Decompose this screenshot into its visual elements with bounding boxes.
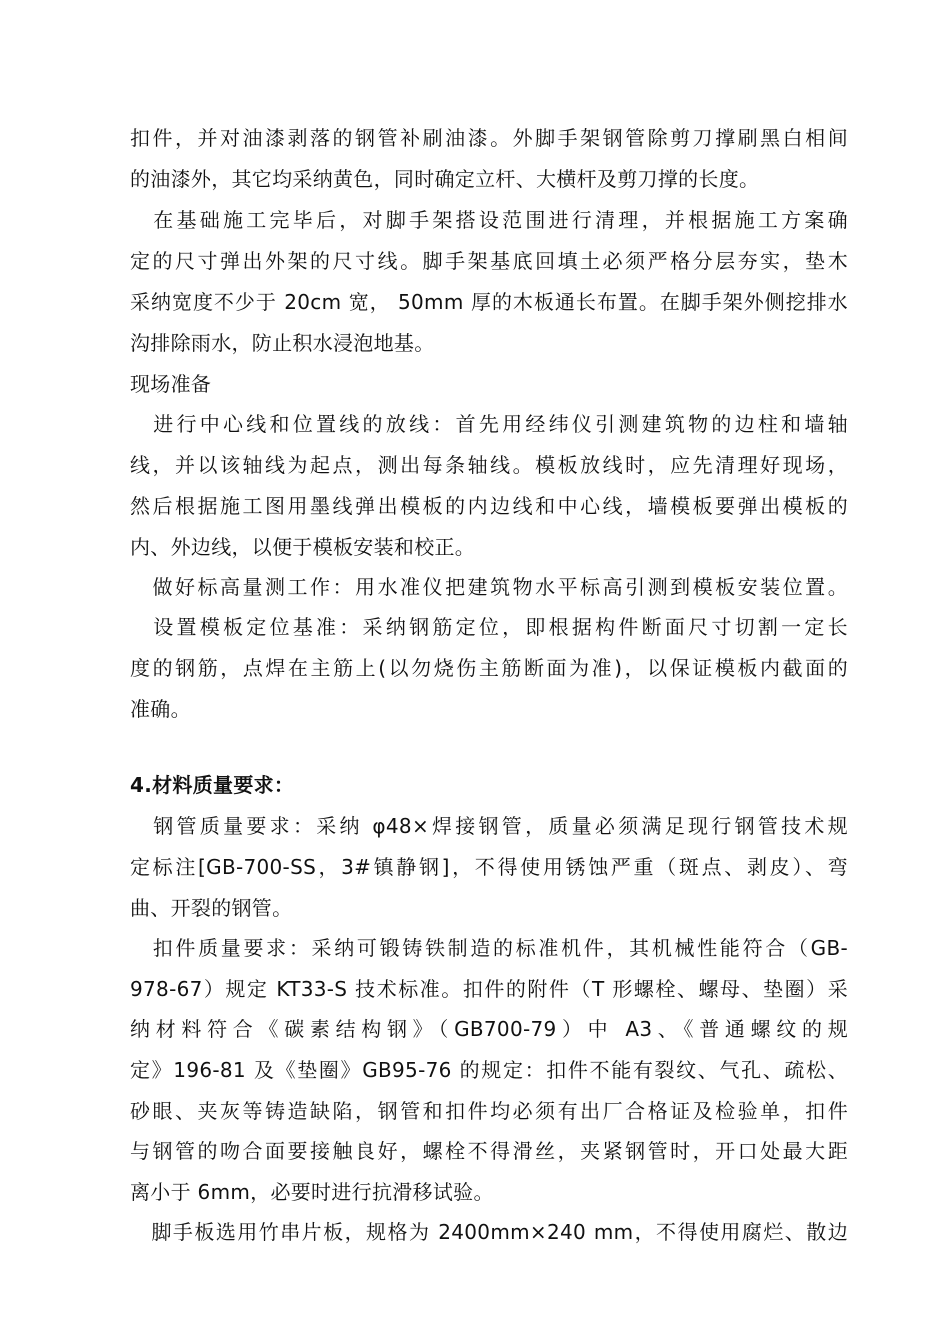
text-line: 砂眼、夹灰等铸造缺陷，钢管和扣件均必须有出厂合格证及检验单，扣件	[130, 1099, 848, 1123]
text-line: 定标注[GB-700-SS，3#镇静钢]，不得使用锈蚀严重（斑点、剥皮）、弯	[130, 855, 848, 879]
text-line: 定》196-81 及《垫圈》GB95-76 的规定：扣件不能有裂纹、气孔、疏松、	[130, 1058, 848, 1082]
section-heading: 4.材料质量要求：	[130, 773, 295, 797]
text-line: 度的钢筋，点焊在主筋上(以勿烧伤主筋断面为准)，以保证模板内截面的	[130, 656, 848, 680]
text-line: 沟排除雨水，防止积水浸泡地基。	[130, 331, 435, 355]
text-line: 采纳宽度不少于 20cm 宽， 50mm 厚的木板通长布置。在脚手架外侧挖排水	[130, 290, 848, 314]
text-line: 准确。	[130, 697, 191, 721]
text-line: 做好标高量测工作：用水准仪把建筑物水平标高引测到模板安装位置。	[130, 575, 848, 599]
text-line: 然后根据施工图用墨线弹出模板的内边线和中心线，墙模板要弹出模板的	[130, 494, 848, 518]
text-line: 的油漆外，其它均采纳黄色，同时确定立杆、大横杆及剪刀撑的长度。	[130, 167, 760, 191]
text-line: 进行中心线和位置线的放线：首先用经纬仪引测建筑物的边柱和墙轴	[130, 412, 848, 436]
text-line: 设置模板定位基准：采纳钢筋定位，即根据构件断面尺寸切割一定长	[130, 615, 848, 639]
text-line: 在基础施工完毕后，对脚手架搭设范围进行清理，并根据施工方案确	[130, 208, 848, 232]
text-line: 纳材料符合《碳素结构钢》（GB700-79）中 A3、《普通螺纹的规	[130, 1017, 848, 1041]
text-line: 978-67）规定 KT33-S 技术标准。扣件的附件（T 形螺栓、螺母、垫圈）采	[130, 977, 848, 1001]
text-line: 脚手板选用竹串片板，规格为 2400mm×240 mm，不得使用腐烂、散边	[130, 1220, 848, 1244]
text-line: 线，并以该轴线为起点，测出每条轴线。模板放线时，应先清理好现场，	[130, 453, 848, 477]
text-line: 扣件质量要求：采纳可锻铸铁制造的标准机件，其机械性能符合（GB-	[130, 936, 848, 960]
text-line: 扣件，并对油漆剥落的钢管补刷油漆。外脚手架钢管除剪刀撑刷黑白相间	[130, 126, 848, 150]
text-line: 定的尺寸弹出外架的尺寸线。脚手架基底回填土必须严格分层夯实，垫木	[130, 249, 848, 273]
text-line: 钢管质量要求：采纳 φ48×焊接钢管，质量必须满足现行钢管技术规	[130, 814, 848, 838]
text-line: 曲、开裂的钢管。	[130, 896, 293, 920]
text-line: 与钢管的吻合面要接触良好，螺栓不得滑丝，夹紧钢管时，开口处最大距	[130, 1139, 848, 1163]
text-line: 现场准备	[130, 372, 212, 396]
text-line: 离小于 6mm，必要时进行抗滑移试验。	[130, 1180, 494, 1204]
text-line: 内、外边线，以便于模板安装和校正。	[130, 535, 476, 559]
